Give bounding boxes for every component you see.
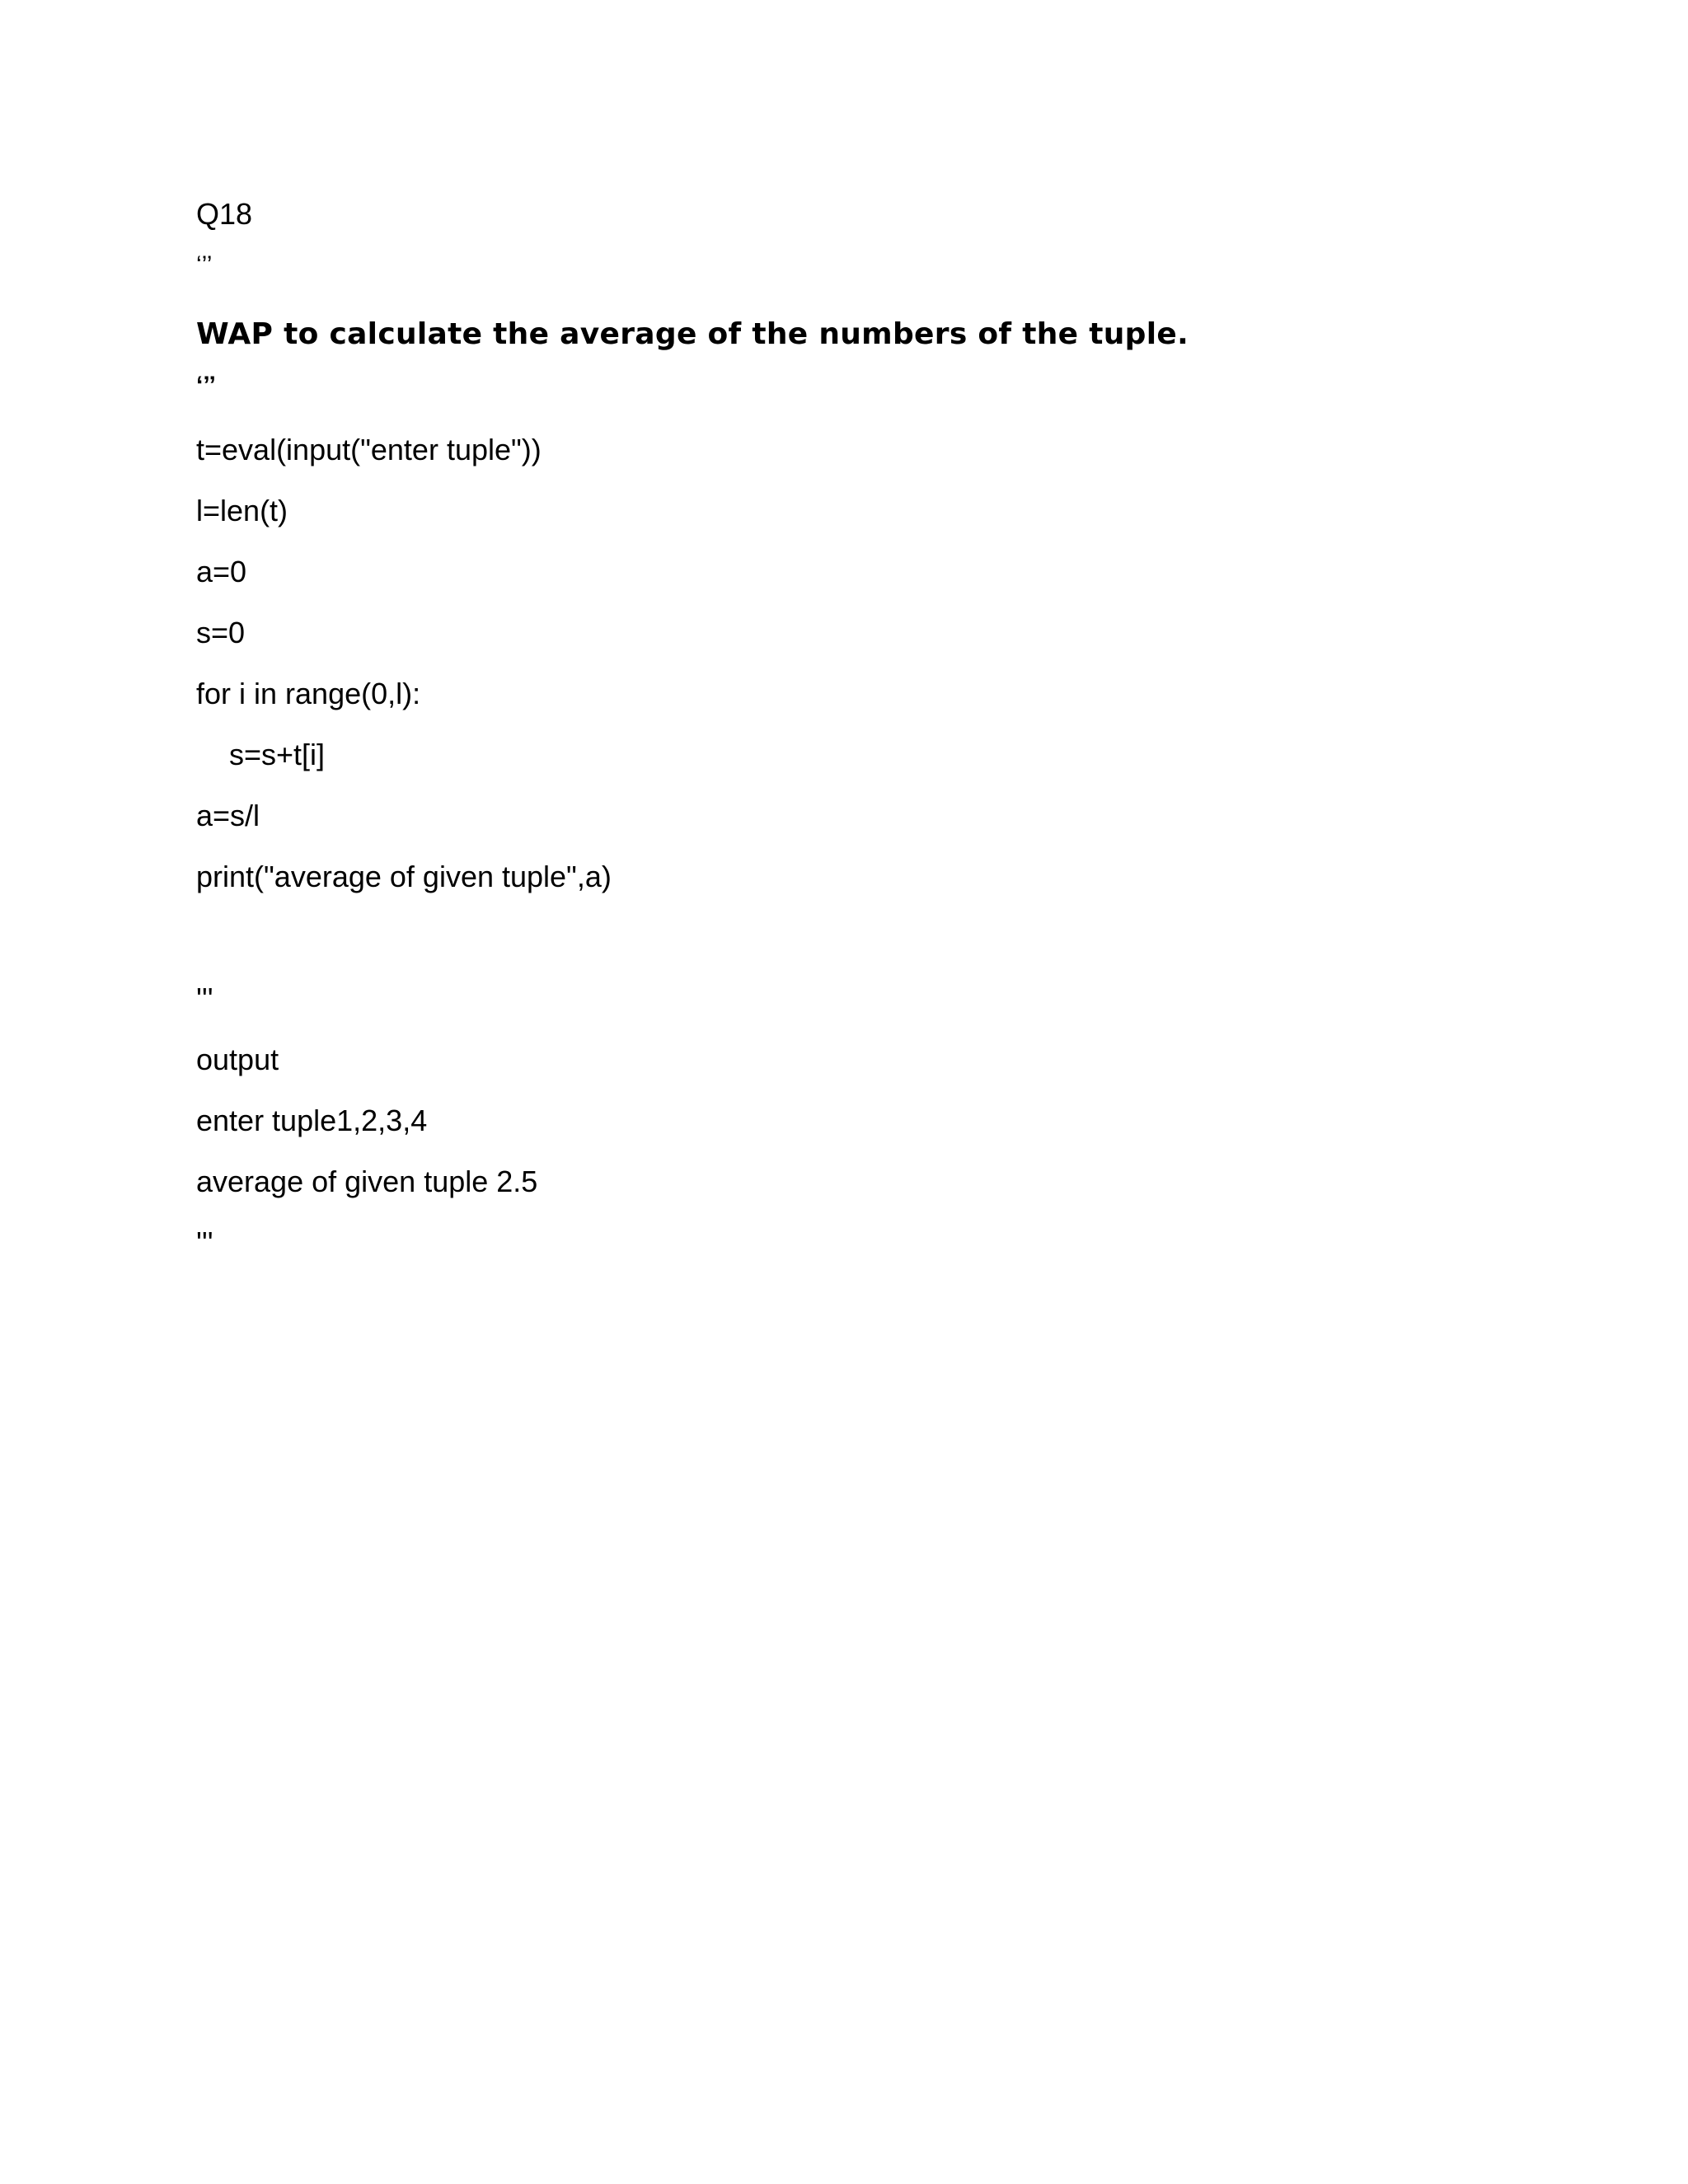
question-text: WAP to calculate the average of the numbers of the tuple. — [196, 317, 1189, 351]
output-line: average of given tuple 2.5 — [196, 1165, 538, 1198]
output-line: enter tuple1,2,3,4 — [196, 1104, 428, 1137]
docstring-open-quote: ‘’’ — [196, 251, 213, 279]
code-line: l=len(t) — [196, 494, 288, 527]
output-open-quote: ''' — [196, 982, 213, 1015]
code-line: a=s/l — [196, 799, 260, 832]
code-line: t=eval(input("enter tuple")) — [196, 433, 542, 466]
code-line: for i in range(0,l): — [196, 677, 421, 710]
docstring-close-quote: ‘’’ — [196, 372, 216, 399]
question-number: Q18 — [196, 197, 253, 231]
output-close-quote: ''' — [196, 1226, 213, 1259]
code-line: print("average of given tuple",a) — [196, 860, 612, 893]
output-label: output — [196, 1043, 279, 1076]
code-line: s=s+t[i] — [196, 738, 326, 771]
code-line: a=0 — [196, 555, 247, 588]
code-line: s=0 — [196, 616, 246, 649]
